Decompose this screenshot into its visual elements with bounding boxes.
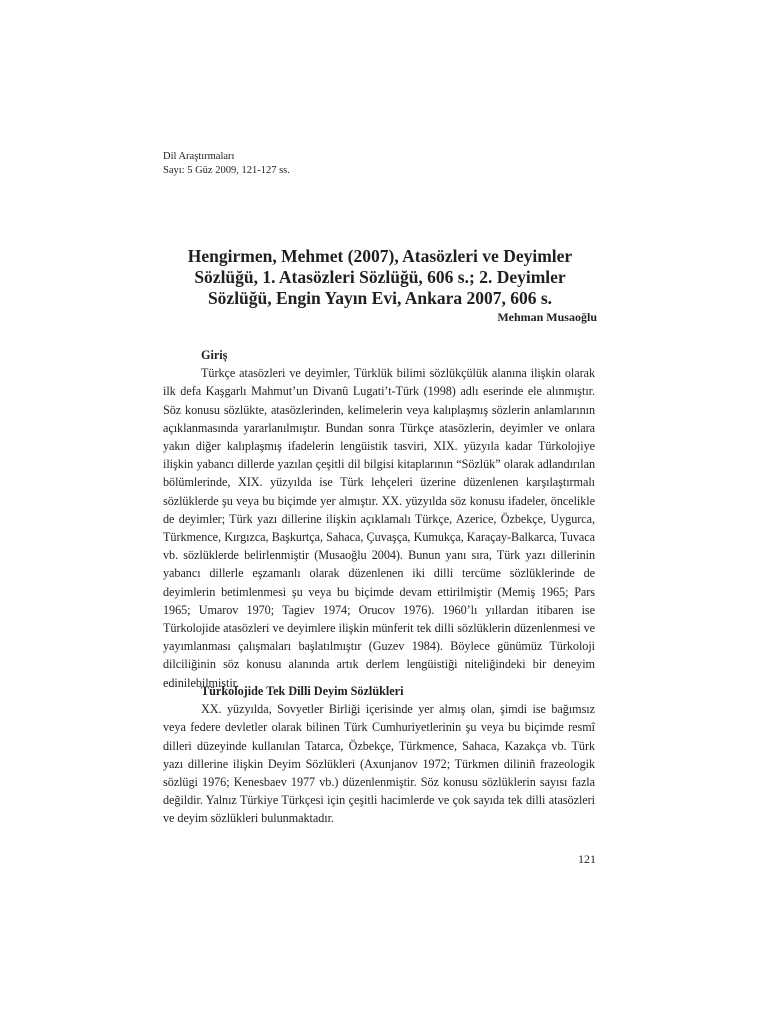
title-line: Hengirmen, Mehmet (2007), Atasözleri ve Deyimler (187, 246, 573, 266)
section-monolingual-dictionaries (163, 682, 595, 828)
author-name: Mehman Musaoğlu (497, 310, 597, 324)
section-introduction (163, 346, 595, 692)
body-paragraph: Türkçe atasözleri ve deyimler, Türklük bilimi sözlükçülük alanına ilişkin olarak ilk defa Kaşgarlı Mahmut’un Divanû Lugati’t-Türk (1998) adlı eserinde ele alınmıştır. Söz konusu sözlükte, atasözlerinden, kelimelerin veya kalıplaşmış sözlerin anlamlarının açıklanmasında yararlanılmıştır. Bundan sonra Türkçe atasözlerin, deyimler ve onlara yakın diğer kalıplaşmış ifadelerin lengüistik tasviri, XIX. yüzyıla kadar Türkolojiye ilişkin yabancı dillerde yazılan çeşitli dil bilgisi kitaplarının “Sözlük” olarak adlandırılan bölümlerinde, XIX. yüzyılda ise Türk lehçeleri üzerine düzenlenen karşılaştırmalı sözlüklerde şu veya bu biçimde yer almıştır. XX. yüzyılda söz konusu ifadeler, öncelikle de deyimler; Türk yazı dillerine ilişkin açıklamalı Türkçe, Azerice, Özbekçe, Uygurca, Türkmence, Kırgızca, Başkurtça, Sahaca, Çuvaşça, Kumukça, Karaçay-Balkarca, Tuvaca vb. sözlüklerde belirlenmiştir (Musaoğlu 2004). Bunun yanı sıra, Türk yazı dillerinin yabancı dillerle eşzamanlı olarak düzenlenen iki dilli tercüme sözlüklerinde de deyimlerin betimlenmesi şu veya bu biçimde devam ettirilmiştir (Memiş 1965; Pars 1965; Umarov 1970; Tagiev 1974; Orucov 1976). 1960’lı yıllardan itibaren ise Türkolojide atasözleri ve deyimlere ilişkin münferit tek dilli sözlüklerin düzenlenmesi ve yayımlanması çalışmaları başlatılmıştır (Guzev 1984). Böylece günümüz Türkoloji dilciliğinin söz konusu alanında artık derlem lengüistiği niteliğindeki bir deneyim edinilebilmiştir. (163, 366, 595, 690)
journal-header (163, 150, 290, 178)
section-heading: Türkolojide Tek Dilli Deyim Sözlükleri (201, 684, 404, 698)
article-title (163, 246, 597, 309)
journal-name: Dil Araştırmaları (163, 151, 235, 162)
body-paragraph: XX. yüzyılda, Sovyetler Birliği içerisinde yer almış olan, şimdi ise bağımsız veya federe devletler olarak bilinen Türk Cumhuriyetlerinin şu veya bu biçimde resmî dilleri düzeyinde kullanılan Tatarca, Özbekçe, Türkmence, Sahaca, Kazakça vb. Türk yazı dillerine ilişkin Deyim Sözlükleri (Axunjanov 1972; Türkmen diliniñ frazeologik sözlügi 1976; Kenesbaev 1977 vb.) düzenlenmiştir. Söz konusu sözlüklerin sayısı fazla değildir. Yalnız Türkiye Türkçesi için çeşitli hacimlerde ve çok sayıda tek dilli atasözleri ve deyim sözlükleri bulunmaktadır. (163, 702, 595, 826)
section-heading: Giriş (201, 348, 228, 362)
title-line: Sözlüğü, 1. Atasözleri Sözlüğü, 606 s.; 2. Deyimler (194, 267, 566, 287)
page-number: 121 (578, 852, 596, 866)
issue-info: Sayı: 5 Güz 2009, 121-127 ss. (163, 165, 290, 176)
title-line: Sözlüğü, Engin Yayın Evi, Ankara 2007, 606 s. (207, 288, 553, 308)
